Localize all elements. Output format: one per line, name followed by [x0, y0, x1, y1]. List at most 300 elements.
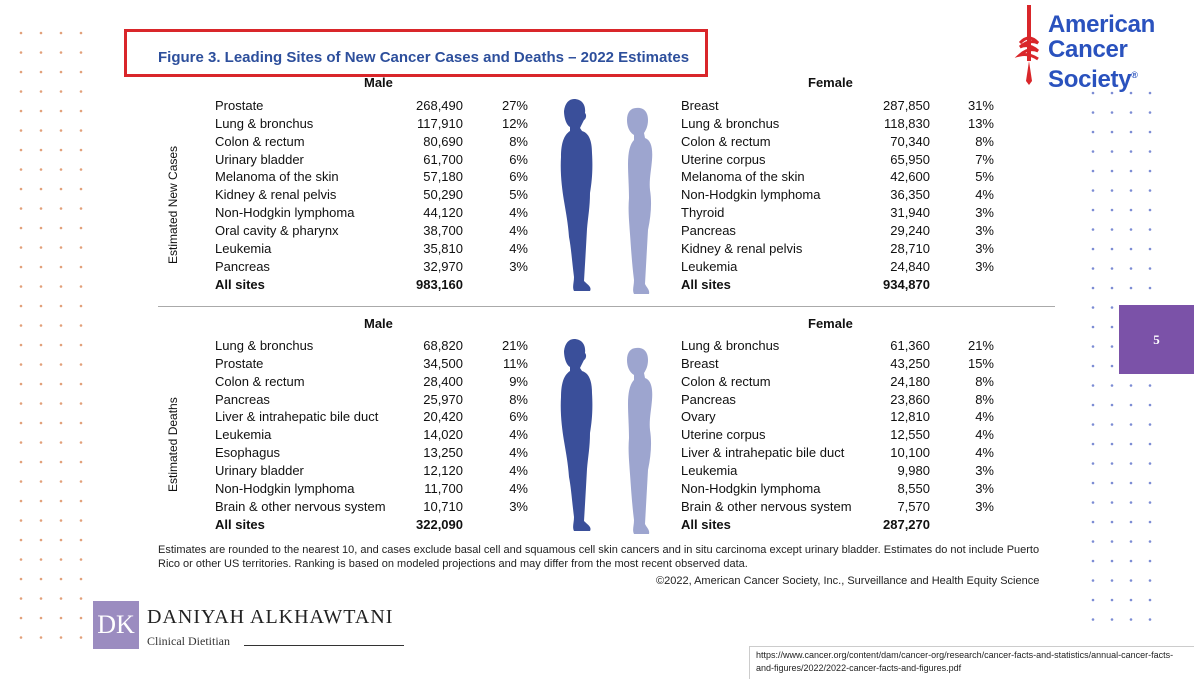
count-value: 32,970 [423, 258, 463, 274]
decorative-dot [80, 539, 83, 542]
decorative-dot [20, 90, 23, 93]
percent-value: 21% [967, 338, 994, 353]
decorative-dot [1149, 579, 1152, 582]
count-value: 57,180 [423, 169, 463, 185]
site-name: Melanoma of the skin [681, 169, 805, 185]
decorative-dot [40, 441, 43, 444]
decorative-dot [60, 305, 63, 308]
decorative-dot [80, 344, 83, 347]
site-name: Colon & rectum [215, 373, 305, 389]
decorative-dot [1092, 326, 1095, 329]
decorative-dot [1130, 209, 1133, 212]
copyright: ©2022, American Cancer Society, Inc., Surveillance and Health Equity Science [656, 575, 1040, 587]
decorative-dot [1130, 131, 1133, 134]
decorative-dot [80, 207, 83, 210]
decorative-dot [1111, 404, 1114, 407]
total-value: 322,090 [416, 516, 463, 532]
decorative-dot [1130, 423, 1133, 426]
decorative-dot [1130, 170, 1133, 173]
decorative-dot [20, 188, 23, 191]
decorative-dot [1149, 209, 1152, 212]
author-role: Clinical Dietitian [147, 634, 230, 648]
decorative-dot [80, 578, 83, 581]
decorative-dot [60, 383, 63, 386]
decorative-dot [1111, 384, 1114, 387]
decorative-dot [1111, 462, 1114, 465]
male-silhouette-deaths [552, 337, 598, 535]
decorative-dot [40, 129, 43, 132]
site-name: Lung & bronchus [215, 338, 314, 353]
percent-value: 12% [501, 115, 528, 131]
decorative-dot [40, 617, 43, 620]
decorative-dot [1149, 540, 1152, 543]
count-value: 25,970 [423, 391, 463, 407]
decorative-dot [60, 597, 63, 600]
decorative-dot [1130, 579, 1133, 582]
decorative-dot [1092, 228, 1095, 231]
decorative-dot [40, 188, 43, 191]
decorative-dot [1111, 209, 1114, 212]
decorative-dot [1130, 267, 1133, 270]
count-value: 68,820 [423, 338, 463, 353]
decorative-dot [1111, 599, 1114, 602]
decorative-dot [20, 383, 23, 386]
percent-value: 3% [975, 205, 994, 221]
logo-word-cancer: Cancer [1048, 36, 1128, 63]
decorative-dot [1111, 540, 1114, 543]
decorative-dot [20, 636, 23, 639]
decorative-dot [60, 149, 63, 152]
decorative-dot [1092, 365, 1095, 368]
decorative-dot [20, 441, 23, 444]
site-name: Non-Hodgkin lymphoma [215, 205, 355, 221]
decorative-dot [1092, 560, 1095, 563]
decorative-dot [20, 558, 23, 561]
percent-value: 4% [509, 462, 528, 478]
decorative-dot [80, 558, 83, 561]
decorative-dot [1092, 209, 1095, 212]
count-value: 287,850 [883, 98, 930, 113]
decorative-dot [60, 519, 63, 522]
decorative-dot [60, 539, 63, 542]
decorative-dot [1130, 521, 1133, 524]
decorative-dot [20, 480, 23, 483]
sword-torch-icon [1014, 3, 1044, 87]
decorative-dot [80, 305, 83, 308]
decorative-dot [40, 207, 43, 210]
decorative-dot [1092, 579, 1095, 582]
percent-value: 4% [509, 222, 528, 238]
decorative-dot [1111, 228, 1114, 231]
source-url[interactable]: https://www.cancer.org/content/dam/cancer-org/research/cancer-facts-and-statistics/annual-cancer-facts-and-figures/2022/2022-cancer-facts-and-figures.pdf [749, 646, 1194, 679]
decorative-dot [1111, 326, 1114, 329]
percent-value: 4% [509, 445, 528, 461]
decorative-dot [1149, 248, 1152, 251]
decorative-dot [20, 305, 23, 308]
percent-value: 7% [975, 151, 994, 167]
decorative-dot [20, 500, 23, 503]
decorative-dot [1130, 228, 1133, 231]
site-name: All sites [215, 276, 265, 292]
decorative-dot [1092, 599, 1095, 602]
total-value: 934,870 [883, 276, 930, 292]
percent-value: 3% [975, 240, 994, 256]
decorative-dot [60, 285, 63, 288]
decorative-dot [1149, 92, 1152, 95]
site-name: Leukemia [215, 240, 272, 256]
dk-monogram-logo: DK [93, 601, 139, 649]
decorative-dot [80, 246, 83, 249]
page-number-badge: 5 [1119, 305, 1194, 374]
decorative-dot [60, 207, 63, 210]
site-name: Ovary [681, 409, 716, 425]
decorative-dot [1130, 482, 1133, 485]
site-name: Thyroid [681, 205, 725, 221]
decorative-dot [20, 227, 23, 230]
percent-value: 4% [975, 445, 994, 461]
decorative-dot [40, 285, 43, 288]
decorative-dot [40, 597, 43, 600]
percent-value: 8% [975, 133, 994, 149]
decorative-dot [40, 168, 43, 171]
decorative-dot [20, 363, 23, 366]
decorative-dot [1149, 443, 1152, 446]
site-name: Breast [681, 98, 719, 113]
count-value: 268,490 [416, 98, 463, 113]
male-silhouette-cases [552, 97, 598, 295]
percent-value: 3% [509, 498, 528, 514]
decorative-dot [1111, 579, 1114, 582]
decorative-dot [40, 324, 43, 327]
count-value: 14,020 [423, 427, 463, 443]
decorative-dot [20, 207, 23, 210]
count-value: 28,400 [423, 373, 463, 389]
signature-line [244, 645, 404, 646]
decorative-dot [40, 383, 43, 386]
decorative-dot [60, 422, 63, 425]
logo-word-american: American [1048, 11, 1155, 38]
decorative-dot [80, 324, 83, 327]
percent-value: 8% [509, 133, 528, 149]
site-name: Lung & bronchus [215, 115, 314, 131]
site-name: Non-Hodgkin lymphoma [681, 187, 821, 203]
site-name: Pancreas [681, 391, 736, 407]
percent-value: 5% [975, 169, 994, 185]
site-name: Leukemia [215, 427, 272, 443]
percent-value: 3% [975, 258, 994, 274]
count-value: 11,700 [424, 480, 463, 496]
decorative-dot [60, 617, 63, 620]
decorative-dot [1130, 599, 1133, 602]
site-name: All sites [681, 276, 731, 292]
percent-value: 6% [509, 409, 528, 425]
decorative-dot [1092, 306, 1095, 309]
deaths-female-header: Female [808, 316, 853, 331]
decorative-dot [1111, 345, 1114, 348]
decorative-dot [40, 32, 43, 35]
total-value: 983,160 [416, 276, 463, 292]
decorative-dot [1092, 248, 1095, 251]
decorative-dot [1149, 599, 1152, 602]
count-value: 61,700 [423, 151, 463, 167]
decorative-dot [1130, 618, 1133, 621]
percent-value: 3% [975, 462, 994, 478]
count-value: 29,240 [890, 222, 930, 238]
count-value: 65,950 [890, 151, 930, 167]
site-name: Uterine corpus [681, 151, 766, 167]
percent-value: 4% [975, 187, 994, 203]
decorative-dot [40, 363, 43, 366]
decorative-dot [1149, 462, 1152, 465]
site-name: Breast [681, 355, 719, 371]
decorative-dot [60, 461, 63, 464]
decorative-dot [1111, 150, 1114, 153]
decorative-dot [1092, 267, 1095, 270]
percent-value: 11% [502, 355, 528, 371]
new-cases-side-label: Estimated New Cases [166, 145, 180, 264]
decorative-dot [20, 539, 23, 542]
decorative-dot [40, 71, 43, 74]
site-name: Brain & other nervous system [215, 498, 386, 514]
decorative-dot [60, 51, 63, 54]
count-value: 80,690 [423, 133, 463, 149]
footnote: Estimates are rounded to the nearest 10, and cases exclude basal cell and squamous cell skin cancers and in situ carcinoma except urinary bladder. Estimates do not include Puerto Rico or other US territories. Ranking is based on modeled projections and may differ from the most recent observed data. [158, 544, 1040, 570]
site-name: Uterine corpus [681, 427, 766, 443]
decorative-dot [1092, 404, 1095, 407]
decorative-dot [1111, 248, 1114, 251]
count-value: 24,180 [890, 373, 930, 389]
decorative-dot [60, 266, 63, 269]
decorative-dot [1092, 521, 1095, 524]
decorative-dot [60, 71, 63, 74]
decorative-dot [1111, 189, 1114, 192]
decorative-dot [1092, 501, 1095, 504]
decorative-dot [1092, 462, 1095, 465]
count-value: 118,830 [883, 115, 930, 131]
decorative-dot [40, 519, 43, 522]
count-value: 61,360 [890, 338, 930, 353]
count-value: 38,700 [423, 222, 463, 238]
decorative-dot [1130, 287, 1133, 290]
decorative-dot [60, 344, 63, 347]
decorative-dot [40, 227, 43, 230]
decorative-dot [1149, 267, 1152, 270]
percent-value: 9% [509, 373, 528, 389]
decorative-dot [80, 441, 83, 444]
percent-value: 8% [509, 391, 528, 407]
decorative-dot [1111, 482, 1114, 485]
decorative-dot [40, 539, 43, 542]
decorative-dot [60, 32, 63, 35]
deaths-male-header: Male [364, 316, 393, 331]
decorative-dot [60, 188, 63, 191]
decorative-dot [1149, 287, 1152, 290]
decorative-dot [1130, 150, 1133, 153]
decorative-dot [40, 149, 43, 152]
site-name: Lung & bronchus [681, 115, 780, 131]
count-value: 44,120 [423, 205, 463, 221]
percent-value: 3% [975, 498, 994, 514]
logo-word-society: Society® [1048, 66, 1138, 93]
decorative-dot [1111, 365, 1114, 368]
acs-logo [1014, 3, 1174, 93]
percent-value: 3% [975, 222, 994, 238]
decorative-dot [60, 363, 63, 366]
decorative-dot [1111, 423, 1114, 426]
total-value: 287,270 [883, 516, 930, 532]
decorative-dot [40, 422, 43, 425]
decorative-dot [1092, 443, 1095, 446]
percent-value: 4% [975, 409, 994, 425]
percent-value: 15% [967, 355, 994, 371]
site-name: All sites [681, 516, 731, 532]
cases-male-header: Male [364, 75, 393, 90]
site-name: Non-Hodgkin lymphoma [681, 480, 821, 496]
decorative-dot [1092, 540, 1095, 543]
decorative-dot [1149, 189, 1152, 192]
decorative-dot [1149, 111, 1152, 114]
decorative-dot [80, 480, 83, 483]
site-name: Prostate [215, 98, 264, 113]
site-name: Urinary bladder [215, 462, 304, 478]
count-value: 10,710 [423, 498, 463, 514]
decorative-dot [20, 422, 23, 425]
site-name: Prostate [215, 355, 264, 371]
percent-value: 4% [509, 205, 528, 221]
decorative-dot [60, 110, 63, 113]
count-value: 36,350 [890, 187, 930, 203]
site-name: Liver & intrahepatic bile duct [215, 409, 379, 425]
female-silhouette-cases [620, 106, 660, 296]
decorative-dot [80, 32, 83, 35]
percent-value: 31% [967, 98, 994, 113]
decorative-dot [1130, 540, 1133, 543]
decorative-dot [1111, 521, 1114, 524]
decorative-dot [1111, 170, 1114, 173]
decorative-dot [1130, 248, 1133, 251]
site-name: Leukemia [681, 258, 738, 274]
count-value: 34,500 [423, 355, 463, 371]
count-value: 70,340 [890, 133, 930, 149]
percent-value: 4% [509, 427, 528, 443]
decorative-dot [60, 441, 63, 444]
decorative-dot [20, 168, 23, 171]
percent-value: 13% [967, 115, 994, 131]
decorative-dot [1111, 501, 1114, 504]
decorative-dot [1149, 404, 1152, 407]
decorative-dot [60, 168, 63, 171]
decorative-dot [1130, 462, 1133, 465]
decorative-dot [20, 285, 23, 288]
decorative-dot [20, 578, 23, 581]
decorative-dot [1149, 170, 1152, 173]
decorative-dot [1092, 170, 1095, 173]
count-value: 23,860 [890, 391, 930, 407]
decorative-dot [60, 246, 63, 249]
percent-value: 8% [975, 373, 994, 389]
decorative-dot [1149, 618, 1152, 621]
count-value: 13,250 [423, 445, 463, 461]
decorative-dot [20, 402, 23, 405]
decorative-dot [80, 149, 83, 152]
decorative-dot [1092, 189, 1095, 192]
decorative-dot [60, 227, 63, 230]
decorative-dot [1149, 423, 1152, 426]
site-name: Colon & rectum [681, 373, 771, 389]
decorative-dot [80, 129, 83, 132]
percent-value: 4% [975, 427, 994, 443]
decorative-dot [80, 285, 83, 288]
site-name: Pancreas [215, 258, 270, 274]
decorative-dot [80, 90, 83, 93]
decorative-dot [1111, 306, 1114, 309]
decorative-dot [40, 90, 43, 93]
decorative-dot [80, 363, 83, 366]
site-name: Colon & rectum [215, 133, 305, 149]
decorative-dot [80, 110, 83, 113]
count-value: 117,910 [416, 115, 463, 131]
figure-title: Figure 3. Leading Sites of New Cancer Cases and Deaths – 2022 Estimates [158, 49, 690, 66]
decorative-dot [20, 129, 23, 132]
deaths-side-label: Estimated Deaths [166, 397, 180, 492]
decorative-dots-left [18, 30, 98, 670]
decorative-dot [40, 636, 43, 639]
site-name: Oral cavity & pharynx [215, 222, 339, 238]
decorative-dot [1111, 618, 1114, 621]
decorative-dot [40, 305, 43, 308]
count-value: 43,250 [890, 355, 930, 371]
decorative-dot [80, 71, 83, 74]
site-name: Liver & intrahepatic bile duct [681, 445, 845, 461]
decorative-dot [1111, 131, 1114, 134]
decorative-dot [1149, 131, 1152, 134]
percent-value: 8% [975, 391, 994, 407]
decorative-dot [80, 597, 83, 600]
site-name: Esophagus [215, 445, 281, 461]
percent-value: 27% [501, 98, 528, 113]
site-name: Non-Hodgkin lymphoma [215, 480, 355, 496]
decorative-dot [40, 51, 43, 54]
decorative-dot [1149, 228, 1152, 231]
decorative-dot [80, 617, 83, 620]
decorative-dot [20, 519, 23, 522]
decorative-dot [40, 578, 43, 581]
decorative-dot [60, 402, 63, 405]
decorative-dot [60, 558, 63, 561]
cases-female-header: Female [808, 75, 853, 90]
decorative-dot [20, 266, 23, 269]
site-name: Urinary bladder [215, 151, 304, 167]
decorative-dot [60, 500, 63, 503]
decorative-dot [1130, 560, 1133, 563]
decorative-dot [20, 149, 23, 152]
female-silhouette-deaths [620, 346, 660, 536]
site-name: Kidney & renal pelvis [681, 240, 803, 256]
decorative-dot [40, 402, 43, 405]
decorative-dot [1092, 618, 1095, 621]
decorative-dot [1092, 287, 1095, 290]
decorative-dot [1130, 443, 1133, 446]
count-value: 9,980 [897, 462, 930, 478]
decorative-dot [1149, 521, 1152, 524]
decorative-dot [60, 129, 63, 132]
decorative-dot [1149, 150, 1152, 153]
percent-value: 4% [509, 240, 528, 256]
count-value: 42,600 [890, 169, 930, 185]
decorative-dot [1130, 384, 1133, 387]
site-name: Kidney & renal pelvis [215, 187, 337, 203]
percent-value: 6% [509, 169, 528, 185]
